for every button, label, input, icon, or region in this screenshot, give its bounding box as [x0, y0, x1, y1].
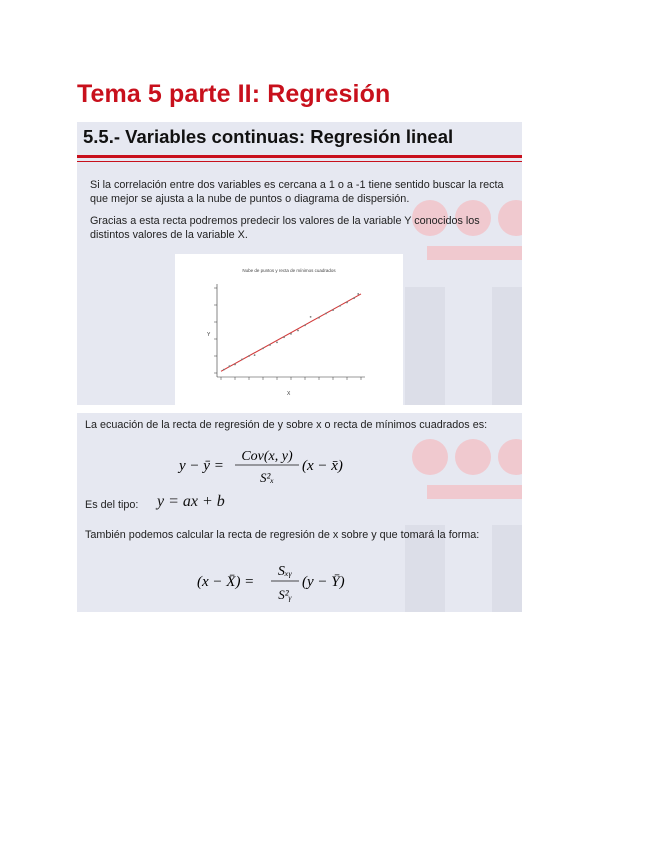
formula-numerator: Cov(x, y) — [241, 449, 293, 464]
scatter-chart-svg — [175, 254, 403, 405]
x-axis-label: X — [287, 391, 291, 397]
formula-rhs: (y − Ȳ) — [302, 574, 345, 590]
tipo-label: Es del tipo: — [85, 499, 139, 511]
deco-bar — [405, 287, 445, 405]
formula-numerator: Sₓᵧ — [277, 564, 293, 579]
scatter-point — [339, 305, 341, 307]
formula-linear-form: y = ax + b — [157, 493, 225, 510]
chart-title: Nube de puntos y recta de mínimos cuadrados — [242, 268, 336, 273]
scatter-chart — [175, 254, 403, 405]
scatter-point — [248, 355, 250, 357]
formula-rhs: (x − x̄) — [302, 458, 343, 474]
formula-denominator: S²ᵧ — [278, 587, 292, 602]
deco-bar — [427, 485, 522, 499]
scatter-point — [262, 347, 264, 349]
scatter-point — [357, 293, 359, 295]
slide-title: 5.5.- Variables continuas: Regresión lineal — [83, 126, 454, 147]
paragraph-correlation: Si la correlación entre dos variables es cercana a 1 o a -1 tiene sentido buscar la recta que mejor se ajusta a la nube de puntos o diagrama de dispersión. — [90, 179, 504, 205]
slide-regression-intro — [77, 122, 522, 405]
slide-regression-equations — [77, 413, 522, 612]
title-rule-thin — [77, 161, 522, 162]
regression-intro-text: La ecuación de la recta de regresión de y sobre x o recta de mínimos cuadrados es: — [85, 419, 488, 431]
formula-lhs: (x − X̄) = — [197, 574, 255, 590]
scatter-point — [346, 302, 348, 304]
scatter-point — [283, 336, 285, 338]
scatter-point — [325, 313, 327, 315]
scatter-point — [234, 364, 236, 366]
formula-y-on-x — [177, 443, 377, 491]
second-regression-text: También podemos calcular la recta de regresión de x sobre y que tomará la forma: — [85, 529, 480, 541]
deco-bar — [427, 246, 522, 260]
formula-lhs: y − ȳ = — [179, 458, 224, 474]
scatter-point — [269, 344, 271, 346]
scatter-point — [223, 369, 225, 371]
formula-denominator: S²ₓ — [259, 470, 275, 485]
scatter-point — [229, 365, 231, 367]
scatter-point — [353, 297, 355, 299]
document-title: Tema 5 parte II: Regresión — [77, 80, 391, 108]
scatter-point — [290, 333, 292, 335]
y-axis-label: Y — [207, 332, 211, 338]
deco-circle — [498, 439, 522, 475]
title-rule — [77, 155, 522, 158]
deco-circle — [412, 439, 448, 475]
paragraph-prediction: Gracias a esta recta podremos predecir los valores de la variable Y conocidos los distintos valores de la variable X. — [90, 215, 480, 241]
chart-marks — [214, 288, 361, 380]
scatter-point — [241, 359, 243, 361]
deco-bar — [492, 287, 522, 405]
scatter-point — [318, 317, 320, 319]
scatter-point — [254, 354, 256, 356]
scatter-point — [332, 309, 334, 311]
scatter-point — [297, 330, 299, 332]
deco-circle — [455, 439, 491, 475]
scatter-point — [310, 316, 312, 318]
formula-x-on-y — [195, 559, 375, 609]
scatter-point — [276, 342, 278, 344]
scatter-point — [304, 325, 306, 327]
